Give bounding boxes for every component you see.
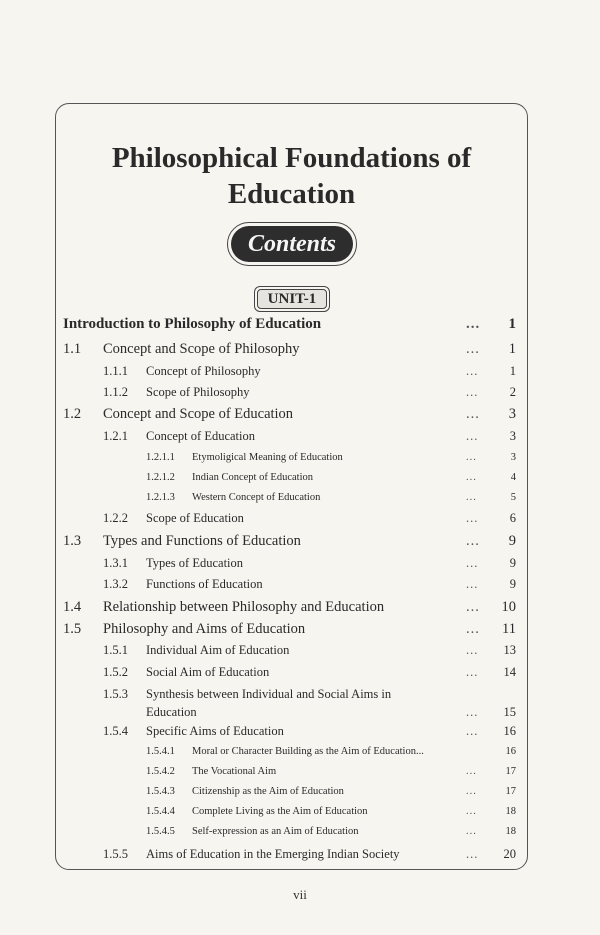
toc-entry-number: 1.5.2 bbox=[103, 665, 128, 679]
page-number: vii bbox=[293, 887, 307, 902]
toc-leader-dots: ... bbox=[466, 316, 481, 332]
toc-entry-title: Concept of Education bbox=[146, 429, 255, 443]
toc-leader-dots: ... bbox=[466, 511, 479, 525]
toc-entry-page: 9 bbox=[509, 556, 516, 570]
toc-entry-number: 1.5.4.1 bbox=[146, 746, 175, 757]
toc-entry-page: 6 bbox=[509, 511, 516, 525]
toc-entry-page: 16 bbox=[503, 724, 516, 738]
toc-entry-number: 1.5 bbox=[63, 621, 82, 637]
toc-entry-page: 3 bbox=[508, 406, 516, 422]
toc-entry-number: 1.5.3 bbox=[103, 687, 128, 701]
toc-entry-title: Functions of Education bbox=[146, 577, 263, 591]
toc-entry-title: Philosophy and Aims of Education bbox=[103, 621, 306, 637]
toc-entry-title: Types and Functions of Education bbox=[103, 533, 301, 549]
toc-leader-dots: ... bbox=[466, 643, 479, 657]
toc-entry-title: Introduction to Philosophy of Education bbox=[63, 316, 322, 332]
toc-entry-number: 1.3.2 bbox=[103, 577, 128, 591]
unit-badge bbox=[254, 286, 330, 312]
toc-leader-dots: ... bbox=[466, 429, 479, 443]
toc-entry-title: Scope of Education bbox=[146, 511, 244, 525]
toc-leader-dots: ... bbox=[466, 341, 480, 357]
contents-label: Contents bbox=[231, 226, 353, 262]
toc-entry-title: Scope of Philosophy bbox=[146, 385, 250, 399]
toc-entry-number: 1.4 bbox=[63, 599, 82, 615]
toc-entry-title: Concept of Philosophy bbox=[146, 364, 261, 378]
toc-leader-dots: ... bbox=[466, 472, 477, 483]
toc-entry-page: 1 bbox=[509, 364, 516, 378]
toc-entry-page: 5 bbox=[510, 492, 516, 503]
toc-entry-title: Citizenship as the Aim of Education bbox=[192, 786, 344, 797]
toc-entry-title-continued: Education bbox=[146, 705, 197, 719]
toc-entry-page: 16 bbox=[505, 746, 516, 757]
toc-entry-page: 2 bbox=[509, 385, 516, 399]
toc-entry-title: Moral or Character Building as the Aim of Education... bbox=[192, 746, 424, 757]
toc-entry-title: Concept and Scope of Education bbox=[103, 406, 294, 422]
toc-entry-number: 1.3.1 bbox=[103, 556, 128, 570]
toc-entry-page: 3 bbox=[510, 452, 516, 463]
toc-entry-page: 17 bbox=[505, 786, 516, 797]
toc-leader-dots: ... bbox=[466, 826, 477, 837]
toc-leader-dots: ... bbox=[466, 556, 479, 570]
toc-entry-page: 15 bbox=[503, 705, 516, 719]
toc-entry-page: 1 bbox=[508, 341, 516, 357]
toc-entry-number: 1.2.1.3 bbox=[146, 492, 175, 503]
toc-entry-page: 20 bbox=[503, 847, 516, 861]
toc-entry-title: Aims of Education in the Emerging Indian Society bbox=[146, 847, 400, 861]
toc-entry-number: 1.1.2 bbox=[103, 385, 128, 399]
toc-leader-dots: ... bbox=[466, 724, 479, 738]
toc-leader-dots: ... bbox=[466, 599, 480, 615]
toc-entry-number: 1.5.5 bbox=[103, 847, 128, 861]
toc-entry-page: 13 bbox=[503, 643, 516, 657]
contents-badge bbox=[227, 222, 357, 266]
toc-leader-dots: ... bbox=[466, 847, 479, 861]
toc-leader-dots: ... bbox=[466, 385, 479, 399]
toc-entry-title: The Vocational Aim bbox=[192, 766, 277, 777]
toc-entry-page: 9 bbox=[509, 577, 516, 591]
toc-leader-dots: ... bbox=[466, 452, 477, 463]
toc-leader-dots: ... bbox=[466, 577, 479, 591]
toc-entry-page: 11 bbox=[502, 621, 516, 637]
toc-leader-dots: ... bbox=[466, 766, 477, 777]
toc-entry-number: 1.1.1 bbox=[103, 364, 128, 378]
toc-leader-dots: ... bbox=[466, 665, 479, 679]
toc-entry-page: 4 bbox=[510, 472, 516, 483]
toc-entry-number: 1.2.1.2 bbox=[146, 472, 175, 483]
toc-entry-number: 1.5.4.3 bbox=[146, 786, 175, 797]
toc-entry-title: Individual Aim of Education bbox=[146, 643, 290, 657]
toc-entry-number: 1.5.4.4 bbox=[146, 806, 175, 817]
toc-entry-number: 1.5.4 bbox=[103, 724, 128, 738]
toc-leader-dots: ... bbox=[466, 806, 477, 817]
toc-entry-page: 3 bbox=[509, 429, 516, 443]
toc-leader-dots: ... bbox=[466, 406, 480, 422]
book-title-line1: Philosophical Foundations of bbox=[111, 142, 472, 174]
toc-entry-title: Concept and Scope of Philosophy bbox=[103, 341, 300, 357]
toc-leader-dots: ... bbox=[466, 621, 480, 637]
toc-entry-number: 1.3 bbox=[63, 533, 82, 549]
toc-entry-title: Etymoligical Meaning of Education bbox=[192, 452, 343, 463]
toc-entry-number: 1.5.4.2 bbox=[146, 766, 175, 777]
toc-entry-page: 1 bbox=[508, 316, 516, 332]
toc-entry-title: Complete Living as the Aim of Education bbox=[192, 806, 368, 817]
toc-entry-number: 1.2 bbox=[63, 406, 82, 422]
toc-entry-title: Types of Education bbox=[146, 556, 244, 570]
unit-label: UNIT-1 bbox=[257, 289, 327, 309]
toc-leader-dots: ... bbox=[466, 533, 480, 549]
toc-entry-title: Specific Aims of Education bbox=[146, 724, 284, 738]
toc-entry-page: 10 bbox=[501, 599, 516, 615]
toc-entry-title: Synthesis between Individual and Social Aims in bbox=[146, 687, 392, 701]
toc-entry-page: 9 bbox=[508, 533, 516, 549]
toc-entry-title: Self-expression as an Aim of Education bbox=[192, 826, 359, 837]
toc-leader-dots: ... bbox=[466, 492, 477, 503]
toc-entry-title: Social Aim of Education bbox=[146, 665, 270, 679]
toc-entry-title: Western Concept of Education bbox=[192, 492, 321, 503]
toc-leader-dots: ... bbox=[466, 705, 479, 719]
toc-entry-number: 1.5.4.5 bbox=[146, 826, 175, 837]
toc-entry-page: 14 bbox=[503, 665, 516, 679]
toc-entry-page: 18 bbox=[505, 826, 516, 837]
book-title bbox=[55, 140, 528, 212]
toc-entry-page: 17 bbox=[505, 766, 516, 777]
toc-leader-dots: ... bbox=[466, 786, 477, 797]
toc-entry-number: 1.1 bbox=[63, 341, 82, 357]
toc-entry-number: 1.5.1 bbox=[103, 643, 128, 657]
toc-entry-number: 1.2.1.1 bbox=[146, 452, 175, 463]
toc-entry-number: 1.2.1 bbox=[103, 429, 128, 443]
toc-entry-title: Relationship between Philosophy and Education bbox=[103, 599, 385, 615]
toc-leader-dots: ... bbox=[466, 364, 479, 378]
toc-entry-page: 18 bbox=[505, 806, 516, 817]
toc-entry-title: Indian Concept of Education bbox=[192, 472, 314, 483]
toc-entry-number: 1.2.2 bbox=[103, 511, 128, 525]
book-title-line2: Education bbox=[227, 178, 356, 210]
